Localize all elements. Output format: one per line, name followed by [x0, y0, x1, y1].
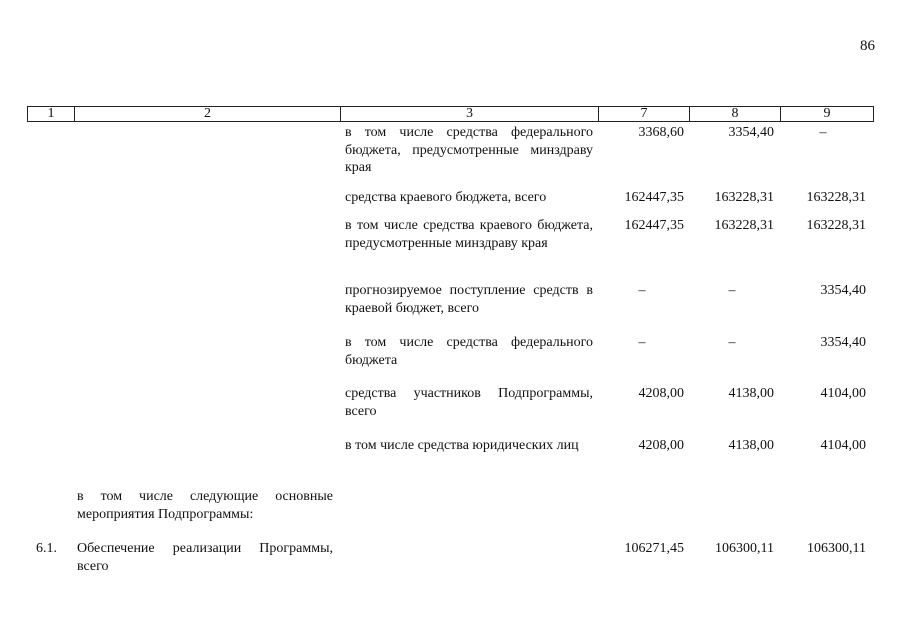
row-description: в том числе средства юридических лиц — [345, 438, 579, 453]
page-number: 86 — [860, 38, 875, 54]
row-description: в том числе средства федерального бюджета, предусмотренные минздраву края — [345, 125, 593, 175]
value-col-9: 4104,00 — [820, 386, 866, 401]
row-description: в том числе средства федерального бюджета — [345, 335, 593, 368]
header-col-7: 7 — [599, 107, 690, 122]
value-col-7: 3368,60 — [638, 125, 684, 140]
value-col-9: 3354,40 — [820, 283, 866, 298]
header-col-2: 2 — [75, 107, 341, 122]
value-col-9: 3354,40 — [820, 335, 866, 350]
row-description: средства краевого бюджета, всего — [345, 190, 547, 205]
value-col-7: – — [638, 283, 646, 298]
value-col-8: 163228,31 — [714, 218, 774, 233]
value-col-7: 162447,35 — [624, 190, 684, 205]
row-description: в том числе средства краевого бюджета, предусмотренные минздраву края — [345, 218, 593, 251]
value-col-8: 106300,11 — [715, 541, 774, 556]
value-col-9: – — [819, 125, 827, 140]
column-header-row — [27, 106, 874, 122]
item-number: 6.1. — [36, 541, 57, 556]
value-col-7: 4208,00 — [638, 438, 684, 453]
value-col-7: 162447,35 — [624, 218, 684, 233]
value-col-9: 163228,31 — [806, 190, 866, 205]
subheading: в том числе следующие основные мероприятия Подпрограммы: — [77, 489, 333, 522]
item-name: Обеспечение реализации Программы, всего — [77, 541, 333, 574]
header-col-3: 3 — [341, 107, 599, 122]
row-description: средства участников Подпрограммы, всего — [345, 386, 593, 419]
header-col-9: 9 — [781, 107, 874, 122]
value-col-9: 106300,11 — [807, 541, 866, 556]
value-col-9: 4104,00 — [820, 438, 866, 453]
header-col-1: 1 — [28, 107, 75, 122]
value-col-8: 3354,40 — [728, 125, 774, 140]
value-col-7: 106271,45 — [624, 541, 684, 556]
value-col-9: 163228,31 — [806, 218, 866, 233]
value-col-8: – — [728, 283, 736, 298]
value-col-8: 4138,00 — [728, 438, 774, 453]
value-col-8: 4138,00 — [728, 386, 774, 401]
header-col-8: 8 — [690, 107, 781, 122]
row-description: прогнозируемое поступление средств в краевой бюджет, всего — [345, 283, 593, 316]
value-col-8: – — [728, 335, 736, 350]
value-col-7: – — [638, 335, 646, 350]
value-col-7: 4208,00 — [638, 386, 684, 401]
value-col-8: 163228,31 — [714, 190, 774, 205]
